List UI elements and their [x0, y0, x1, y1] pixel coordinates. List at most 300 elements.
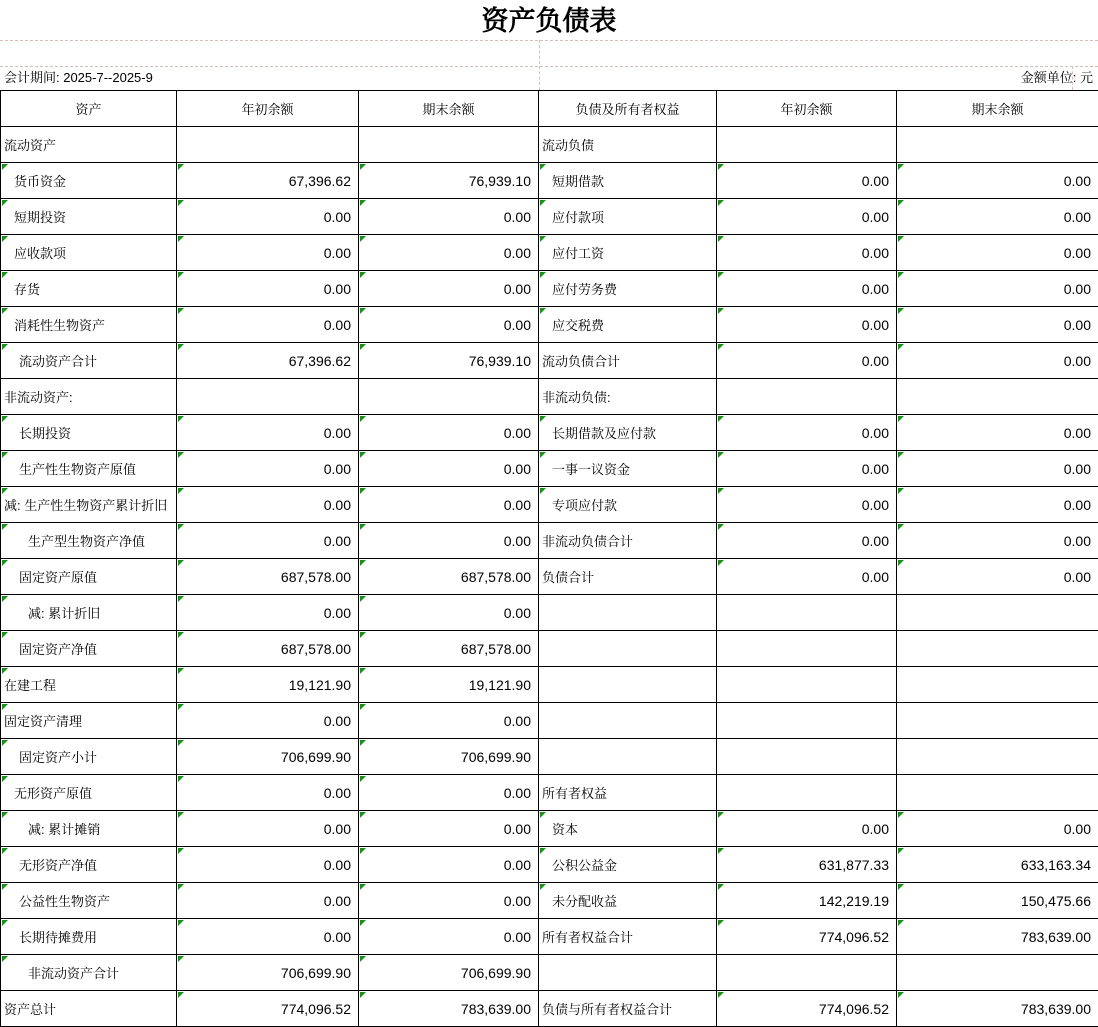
- cell-value: 67,396.62: [288, 172, 351, 189]
- cell-error-triangle-icon: [178, 236, 184, 242]
- asset-opening-value-cell[interactable]: [177, 811, 359, 847]
- asset-label-cell[interactable]: [1, 883, 177, 919]
- cell-error-triangle-icon: [2, 776, 8, 782]
- asset-closing-value-cell[interactable]: [359, 523, 539, 559]
- cell-value: 0.00: [861, 568, 889, 585]
- liability-label-cell[interactable]: [539, 559, 717, 595]
- liability-opening-value-cell[interactable]: [717, 199, 897, 235]
- cell-error-triangle-icon: [718, 164, 724, 170]
- liability-label-cell[interactable]: [539, 379, 717, 415]
- asset-closing-value-cell[interactable]: [359, 955, 539, 991]
- liability-closing-value-cell[interactable]: [897, 415, 1098, 451]
- col-header-assets-opening-balance[interactable]: 年初余额: [177, 91, 359, 127]
- table-row: [1, 595, 1098, 631]
- cell-error-triangle-icon: [898, 452, 904, 458]
- liability-closing-value-cell[interactable]: [897, 667, 1098, 703]
- liability-opening-value-cell[interactable]: [717, 343, 897, 379]
- asset-label-cell[interactable]: [1, 739, 177, 775]
- liability-opening-value-cell[interactable]: [717, 667, 897, 703]
- asset-opening-value-cell[interactable]: [177, 955, 359, 991]
- asset-label-cell[interactable]: [1, 811, 177, 847]
- asset-closing-value-cell[interactable]: [359, 235, 539, 271]
- liability-opening-value-cell[interactable]: [717, 415, 897, 451]
- liability-opening-value-cell[interactable]: [717, 271, 897, 307]
- cell-error-triangle-icon: [540, 164, 546, 170]
- asset-closing-value-cell[interactable]: [359, 811, 539, 847]
- cell-error-triangle-icon: [360, 704, 366, 710]
- asset-closing-value-cell[interactable]: [359, 199, 539, 235]
- asset-opening-value-cell[interactable]: [177, 343, 359, 379]
- cell-error-triangle-icon: [2, 668, 8, 674]
- cell-error-triangle-icon: [178, 920, 184, 926]
- asset-opening-value-cell[interactable]: [177, 487, 359, 523]
- page-title: 资产负债表: [481, 6, 617, 36]
- cell-value: 774,096.52: [818, 928, 889, 945]
- cell-value: 0.00: [503, 784, 531, 801]
- asset-opening-value-cell[interactable]: [177, 163, 359, 199]
- asset-opening-value-cell[interactable]: [177, 559, 359, 595]
- asset-opening-value-cell[interactable]: [177, 523, 359, 559]
- cell-value: 0.00: [1063, 460, 1091, 477]
- cell-value: 0.00: [1063, 424, 1091, 441]
- table-row: [1, 559, 1098, 595]
- liability-closing-value-cell[interactable]: [897, 631, 1098, 667]
- cell-error-triangle-icon: [178, 416, 184, 422]
- cell-error-triangle-icon: [2, 200, 8, 206]
- row-label: 一事一议资金: [552, 462, 631, 477]
- cell-error-triangle-icon: [898, 812, 904, 818]
- table-row: [1, 379, 1098, 415]
- asset-label-cell[interactable]: [1, 235, 177, 271]
- liability-opening-value-cell[interactable]: [717, 307, 897, 343]
- cell-value: 0.00: [861, 820, 889, 837]
- table-row: [1, 631, 1098, 667]
- cell-value: 783,639.00: [1020, 1000, 1091, 1017]
- liability-label-cell[interactable]: [539, 307, 717, 343]
- cell-error-triangle-icon: [178, 596, 184, 602]
- cell-error-triangle-icon: [2, 812, 8, 818]
- asset-closing-value-cell[interactable]: [359, 595, 539, 631]
- cell-error-triangle-icon: [718, 308, 724, 314]
- cell-value: 0.00: [861, 460, 889, 477]
- liability-label-cell[interactable]: [539, 451, 717, 487]
- asset-closing-value-cell[interactable]: [359, 739, 539, 775]
- row-label: 专项应付款: [552, 498, 618, 513]
- cell-value: 0.00: [503, 604, 531, 621]
- liability-label-cell[interactable]: [539, 883, 717, 919]
- asset-opening-value-cell[interactable]: [177, 667, 359, 703]
- liability-opening-value-cell[interactable]: [717, 235, 897, 271]
- asset-label-cell[interactable]: [1, 775, 177, 811]
- asset-label-cell[interactable]: [1, 199, 177, 235]
- asset-opening-value-cell[interactable]: [177, 919, 359, 955]
- liability-label-cell[interactable]: [539, 199, 717, 235]
- cell-error-triangle-icon: [898, 308, 904, 314]
- liability-closing-value-cell[interactable]: [897, 487, 1098, 523]
- liability-label-cell[interactable]: [539, 487, 717, 523]
- asset-label-cell[interactable]: [1, 631, 177, 667]
- cell-value: 774,096.52: [818, 1000, 889, 1017]
- asset-opening-value-cell[interactable]: [177, 703, 359, 739]
- asset-closing-value-cell[interactable]: [359, 991, 539, 1027]
- cell-error-triangle-icon: [540, 236, 546, 242]
- asset-label-cell[interactable]: [1, 451, 177, 487]
- liability-opening-value-cell[interactable]: [717, 487, 897, 523]
- cell-value: 0.00: [503, 316, 531, 333]
- cell-error-triangle-icon: [2, 272, 8, 278]
- cell-error-triangle-icon: [2, 596, 8, 602]
- asset-opening-value-cell[interactable]: [177, 991, 359, 1027]
- liability-closing-value-cell[interactable]: [897, 595, 1098, 631]
- asset-closing-value-cell[interactable]: [359, 847, 539, 883]
- asset-opening-value-cell[interactable]: [177, 883, 359, 919]
- cell-error-triangle-icon: [718, 236, 724, 242]
- row-label: 在建工程: [4, 678, 57, 693]
- cell-error-triangle-icon: [540, 884, 546, 890]
- row-label: 应付工资: [552, 246, 605, 261]
- col-header-liabilities-closing-balance[interactable]: 期末余额: [897, 91, 1098, 127]
- liability-opening-value-cell[interactable]: [717, 847, 897, 883]
- asset-closing-value-cell[interactable]: [359, 451, 539, 487]
- table-row: [1, 667, 1098, 703]
- row-label: 公积公益金: [552, 858, 618, 873]
- row-label: 未分配收益: [552, 894, 618, 909]
- cell-error-triangle-icon: [2, 560, 8, 566]
- asset-label-cell[interactable]: [1, 919, 177, 955]
- liability-closing-value-cell[interactable]: [897, 739, 1098, 775]
- cell-value: 19,121.90: [468, 676, 531, 693]
- table-row: [1, 811, 1098, 847]
- liability-label-cell[interactable]: [539, 847, 717, 883]
- liability-opening-value-cell[interactable]: [717, 883, 897, 919]
- asset-closing-value-cell[interactable]: [359, 775, 539, 811]
- cell-value: 0.00: [323, 820, 351, 837]
- cell-error-triangle-icon: [178, 164, 184, 170]
- asset-closing-value-cell[interactable]: [359, 667, 539, 703]
- row-label: 负债与所有者权益合计: [542, 1002, 673, 1017]
- liability-opening-value-cell[interactable]: [717, 703, 897, 739]
- asset-closing-value-cell[interactable]: [359, 343, 539, 379]
- cell-error-triangle-icon: [178, 488, 184, 494]
- row-label: 非流动负债:: [542, 390, 611, 405]
- liability-closing-value-cell[interactable]: [897, 919, 1098, 955]
- cell-error-triangle-icon: [360, 164, 366, 170]
- liability-closing-value-cell[interactable]: [897, 451, 1098, 487]
- liability-label-cell[interactable]: [539, 703, 717, 739]
- cell-error-triangle-icon: [898, 920, 904, 926]
- cell-error-triangle-icon: [178, 992, 184, 998]
- liability-closing-value-cell[interactable]: [897, 811, 1098, 847]
- asset-opening-value-cell[interactable]: [177, 847, 359, 883]
- row-label: 固定资产清理: [4, 714, 83, 729]
- asset-opening-value-cell[interactable]: [177, 271, 359, 307]
- row-label: 资本: [552, 822, 579, 837]
- liability-label-cell[interactable]: [539, 127, 717, 163]
- cell-value: 0.00: [503, 820, 531, 837]
- cell-error-triangle-icon: [360, 596, 366, 602]
- row-label: 流动资产合计: [19, 354, 98, 369]
- liability-label-cell[interactable]: [539, 991, 717, 1027]
- asset-closing-value-cell[interactable]: [359, 379, 539, 415]
- col-header-liabilities-opening-balance[interactable]: 年初余额: [717, 91, 897, 127]
- liability-opening-value-cell[interactable]: [717, 811, 897, 847]
- liability-label-cell[interactable]: [539, 667, 717, 703]
- liability-closing-value-cell[interactable]: [897, 703, 1098, 739]
- cell-value: 0.00: [323, 784, 351, 801]
- cell-error-triangle-icon: [360, 524, 366, 530]
- cell-error-triangle-icon: [178, 524, 184, 530]
- cell-error-triangle-icon: [360, 776, 366, 782]
- cell-value: 0.00: [323, 604, 351, 621]
- cell-value: 0.00: [503, 892, 531, 909]
- cell-error-triangle-icon: [360, 956, 366, 962]
- cell-error-triangle-icon: [718, 884, 724, 890]
- liability-closing-value-cell[interactable]: [897, 523, 1098, 559]
- row-label: 流动负债: [542, 138, 595, 153]
- col-header-assets[interactable]: 资产: [1, 91, 177, 127]
- liability-closing-value-cell[interactable]: [897, 199, 1098, 235]
- asset-opening-value-cell[interactable]: [177, 631, 359, 667]
- asset-closing-value-cell[interactable]: [359, 703, 539, 739]
- table-row: [1, 919, 1098, 955]
- table-row: [1, 235, 1098, 271]
- liability-label-cell[interactable]: [539, 955, 717, 991]
- asset-opening-value-cell[interactable]: [177, 451, 359, 487]
- cell-value: 0.00: [503, 856, 531, 873]
- cell-error-triangle-icon: [898, 272, 904, 278]
- table-row: [1, 523, 1098, 559]
- asset-opening-value-cell[interactable]: [177, 379, 359, 415]
- table-row: [1, 739, 1098, 775]
- balance-sheet-body: [1, 127, 1098, 1027]
- cell-error-triangle-icon: [718, 524, 724, 530]
- liability-opening-value-cell[interactable]: [717, 379, 897, 415]
- cell-value: 0.00: [323, 496, 351, 513]
- asset-label-cell[interactable]: [1, 559, 177, 595]
- asset-opening-value-cell[interactable]: [177, 127, 359, 163]
- asset-closing-value-cell[interactable]: [359, 487, 539, 523]
- liability-opening-value-cell[interactable]: [717, 523, 897, 559]
- cell-value: 0.00: [323, 424, 351, 441]
- table-row: [1, 199, 1098, 235]
- cell-error-triangle-icon: [540, 812, 546, 818]
- row-label: 生产性生物资产原值: [19, 462, 137, 477]
- cell-error-triangle-icon: [360, 344, 366, 350]
- cell-error-triangle-icon: [178, 776, 184, 782]
- header-row: [1, 91, 1098, 127]
- liability-closing-value-cell[interactable]: [897, 163, 1098, 199]
- liability-opening-value-cell[interactable]: [717, 919, 897, 955]
- asset-label-cell[interactable]: [1, 163, 177, 199]
- cell-error-triangle-icon: [2, 488, 8, 494]
- cell-value: 0.00: [861, 244, 889, 261]
- asset-closing-value-cell[interactable]: [359, 127, 539, 163]
- cell-value: 0.00: [323, 856, 351, 873]
- liability-label-cell[interactable]: [539, 775, 717, 811]
- row-label: 应付款项: [552, 210, 605, 225]
- col-header-assets-closing-balance[interactable]: 期末余额: [359, 91, 539, 127]
- liability-opening-value-cell[interactable]: [717, 451, 897, 487]
- liability-opening-value-cell[interactable]: [717, 127, 897, 163]
- liability-label-cell[interactable]: [539, 739, 717, 775]
- asset-label-cell[interactable]: [1, 127, 177, 163]
- row-label: 减: 累计折旧: [28, 606, 101, 621]
- cell-error-triangle-icon: [360, 740, 366, 746]
- liability-label-cell[interactable]: [539, 415, 717, 451]
- cell-error-triangle-icon: [178, 632, 184, 638]
- cell-value: 0.00: [861, 208, 889, 225]
- asset-label-cell[interactable]: [1, 415, 177, 451]
- row-label: 长期待摊费用: [19, 930, 98, 945]
- table-row: [1, 163, 1098, 199]
- cell-error-triangle-icon: [2, 704, 8, 710]
- asset-closing-value-cell[interactable]: [359, 271, 539, 307]
- asset-closing-value-cell[interactable]: [359, 415, 539, 451]
- asset-opening-value-cell[interactable]: [177, 595, 359, 631]
- row-label: 所有者权益合计: [542, 930, 634, 945]
- cell-error-triangle-icon: [2, 956, 8, 962]
- cell-error-triangle-icon: [360, 812, 366, 818]
- cell-error-triangle-icon: [178, 812, 184, 818]
- row-label: 固定资产原值: [19, 570, 98, 585]
- table-row: [1, 775, 1098, 811]
- liability-opening-value-cell[interactable]: [717, 991, 897, 1027]
- asset-opening-value-cell[interactable]: [177, 235, 359, 271]
- asset-opening-value-cell[interactable]: [177, 199, 359, 235]
- liability-label-cell[interactable]: [539, 919, 717, 955]
- asset-label-cell[interactable]: [1, 595, 177, 631]
- cell-error-triangle-icon: [718, 992, 724, 998]
- cell-error-triangle-icon: [178, 956, 184, 962]
- accounting-period-label: 会计期间: 2025-7--2025-9: [4, 70, 153, 85]
- liability-opening-value-cell[interactable]: [717, 631, 897, 667]
- asset-label-cell[interactable]: [1, 379, 177, 415]
- cell-error-triangle-icon: [178, 740, 184, 746]
- asset-label-cell[interactable]: [1, 955, 177, 991]
- cell-error-triangle-icon: [2, 884, 8, 890]
- liability-closing-value-cell[interactable]: [897, 307, 1098, 343]
- asset-label-cell[interactable]: [1, 667, 177, 703]
- liability-label-cell[interactable]: [539, 811, 717, 847]
- asset-label-cell[interactable]: [1, 343, 177, 379]
- liability-label-cell[interactable]: [539, 235, 717, 271]
- asset-closing-value-cell[interactable]: [359, 631, 539, 667]
- cell-error-triangle-icon: [360, 416, 366, 422]
- liability-opening-value-cell[interactable]: [717, 775, 897, 811]
- asset-label-cell[interactable]: [1, 271, 177, 307]
- cell-error-triangle-icon: [360, 920, 366, 926]
- liability-label-cell[interactable]: [539, 523, 717, 559]
- row-label: 非流动资产合计: [28, 966, 120, 981]
- cell-error-triangle-icon: [540, 848, 546, 854]
- table-row: [1, 127, 1098, 163]
- cell-error-triangle-icon: [178, 452, 184, 458]
- table-row: [1, 415, 1098, 451]
- asset-label-cell[interactable]: [1, 487, 177, 523]
- cell-value: 0.00: [1063, 352, 1091, 369]
- cell-error-triangle-icon: [360, 560, 366, 566]
- cell-value: 0.00: [1063, 568, 1091, 585]
- asset-label-cell[interactable]: [1, 307, 177, 343]
- liability-opening-value-cell[interactable]: [717, 163, 897, 199]
- asset-opening-value-cell[interactable]: [177, 415, 359, 451]
- liability-closing-value-cell[interactable]: [897, 271, 1098, 307]
- liability-closing-value-cell[interactable]: [897, 235, 1098, 271]
- cell-value: 0.00: [503, 712, 531, 729]
- asset-opening-value-cell[interactable]: [177, 775, 359, 811]
- liability-label-cell[interactable]: [539, 595, 717, 631]
- cell-error-triangle-icon: [178, 884, 184, 890]
- asset-closing-value-cell[interactable]: [359, 559, 539, 595]
- asset-opening-value-cell[interactable]: [177, 739, 359, 775]
- liability-opening-value-cell[interactable]: [717, 955, 897, 991]
- cell-error-triangle-icon: [540, 272, 546, 278]
- row-label: 固定资产小计: [19, 750, 98, 765]
- liability-label-cell[interactable]: [539, 163, 717, 199]
- liability-label-cell[interactable]: [539, 343, 717, 379]
- asset-label-cell[interactable]: [1, 847, 177, 883]
- liability-opening-value-cell[interactable]: [717, 559, 897, 595]
- cell-error-triangle-icon: [898, 560, 904, 566]
- cell-error-triangle-icon: [718, 452, 724, 458]
- liability-closing-value-cell[interactable]: [897, 379, 1098, 415]
- col-header-liabilities-equity[interactable]: 负债及所有者权益: [539, 91, 717, 127]
- cell-value: 706,699.90: [280, 748, 351, 765]
- liability-opening-value-cell[interactable]: [717, 595, 897, 631]
- liability-closing-value-cell[interactable]: [897, 343, 1098, 379]
- liability-opening-value-cell[interactable]: [717, 739, 897, 775]
- liability-closing-value-cell[interactable]: [897, 991, 1098, 1027]
- liability-label-cell[interactable]: [539, 271, 717, 307]
- cell-error-triangle-icon: [360, 308, 366, 314]
- asset-closing-value-cell[interactable]: [359, 307, 539, 343]
- liability-closing-value-cell[interactable]: [897, 847, 1098, 883]
- balance-sheet-table: [0, 90, 1098, 1027]
- asset-closing-value-cell[interactable]: [359, 883, 539, 919]
- table-row: [1, 955, 1098, 991]
- liability-closing-value-cell[interactable]: [897, 955, 1098, 991]
- liability-closing-value-cell[interactable]: [897, 775, 1098, 811]
- liability-closing-value-cell[interactable]: [897, 559, 1098, 595]
- liability-closing-value-cell[interactable]: [897, 127, 1098, 163]
- asset-opening-value-cell[interactable]: [177, 307, 359, 343]
- cell-value: 19,121.90: [288, 676, 351, 693]
- row-label: 所有者权益: [542, 786, 608, 801]
- cell-error-triangle-icon: [540, 452, 546, 458]
- row-label: 长期借款及应付款: [552, 426, 657, 441]
- cell-value: 774,096.52: [280, 1000, 351, 1017]
- cell-value: 0.00: [503, 928, 531, 945]
- asset-label-cell[interactable]: [1, 991, 177, 1027]
- table-row: [1, 487, 1098, 523]
- cell-value: 76,939.10: [468, 352, 531, 369]
- cell-error-triangle-icon: [898, 848, 904, 854]
- asset-label-cell[interactable]: [1, 523, 177, 559]
- cell-value: 0.00: [323, 712, 351, 729]
- cell-error-triangle-icon: [360, 992, 366, 998]
- cell-error-triangle-icon: [718, 848, 724, 854]
- liability-closing-value-cell[interactable]: [897, 883, 1098, 919]
- cell-error-triangle-icon: [360, 272, 366, 278]
- gridline-horizontal: [0, 40, 1098, 41]
- cell-error-triangle-icon: [2, 236, 8, 242]
- cell-value: 706,699.90: [460, 964, 531, 981]
- asset-label-cell[interactable]: [1, 703, 177, 739]
- liability-label-cell[interactable]: [539, 631, 717, 667]
- asset-closing-value-cell[interactable]: [359, 163, 539, 199]
- asset-closing-value-cell[interactable]: [359, 919, 539, 955]
- amount-unit-label: 金额单位: 元: [1020, 70, 1093, 85]
